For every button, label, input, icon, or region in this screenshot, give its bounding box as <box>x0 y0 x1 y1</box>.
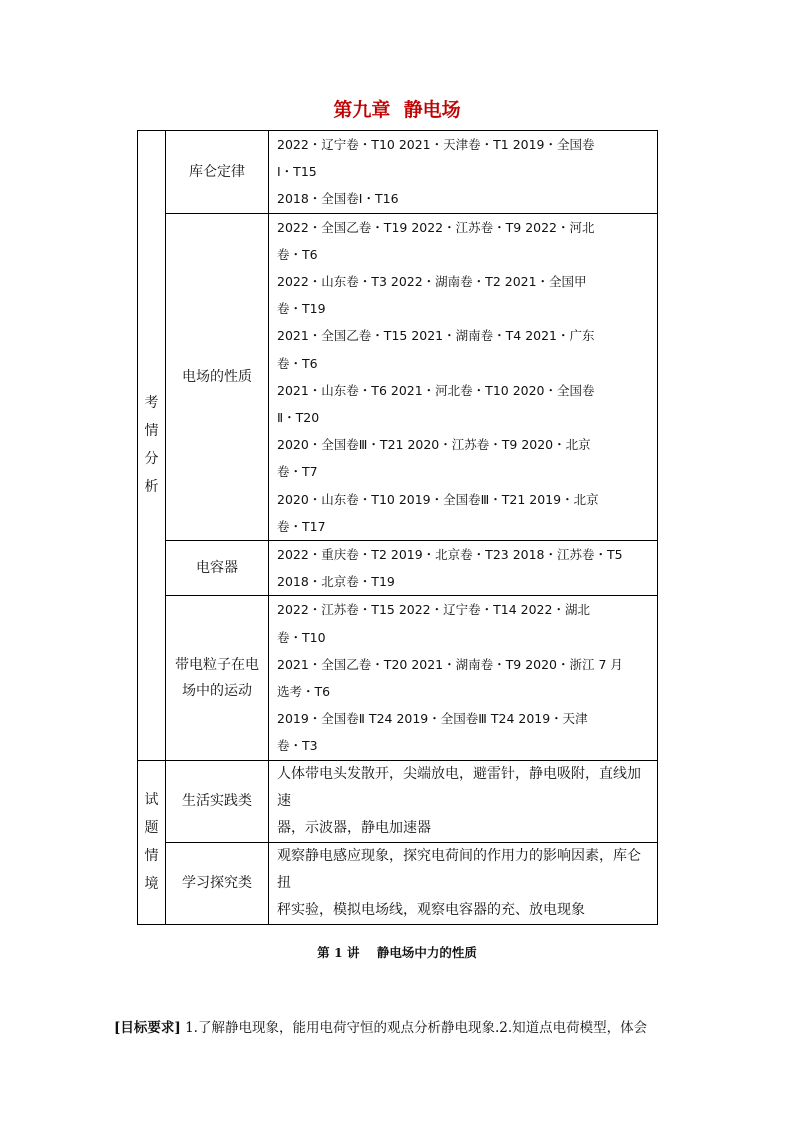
table-row <box>138 131 658 214</box>
topic-coulomb-law: 库仑定律 <box>166 131 269 214</box>
topic-refs: 2022・重庆卷・T2 2019・北京卷・T23 2018・江苏卷・T5 2018・北京卷・T19 <box>269 541 658 596</box>
topic-refs: 2022・全国乙卷・T19 2022・江苏卷・T9 2022・河北 卷・T6 2022・山东卷・T3 2022・湖南卷・T2 2021・全国甲 卷・T19 2021・全国乙卷・T15 2021・湖南卷・T4 2021・广东 卷・T6 2021・山东卷・T6 2021・河北卷・T10 2020・全国卷 Ⅱ・T20 2020・全国卷Ⅲ・T21 2020・江苏卷・T9 2020・北京 卷・T7 2020・山东卷・T10 2019・全国卷Ⅲ・T21 2019・北京 卷・T17 <box>269 213 658 540</box>
topic-field-properties: 电场的性质 <box>166 213 269 540</box>
topic-charged-particle-motion: 带电粒子在电 场中的运动 <box>166 596 269 760</box>
goal-label: [目标要求] <box>114 1020 181 1036</box>
table-row <box>138 541 658 596</box>
topic-description: 观察静电感应现象，探究电荷间的作用力的影响因素，库仑扭 秤实验，模拟电场线，观察电容器的充、放电现象 <box>269 842 658 924</box>
table-row <box>138 842 658 924</box>
section-label-exam-analysis: 考 情 分 析 <box>138 131 166 761</box>
goal-text: 1.了解静电现象，能用电荷守恒的观点分析静电现象.2.知道点电荷模型，体会 <box>180 1020 648 1036</box>
section-label-question-context: 试 题 情 境 <box>138 760 166 924</box>
topic-capacitor: 电容器 <box>166 541 269 596</box>
lecture-title: 第 1 讲 静电场中力的性质 <box>317 945 477 960</box>
topic-description: 人体带电头发散开，尖端放电，避雷针，静电吸附，直线加速 器，示波器，静电加速器 <box>269 760 658 842</box>
topic-refs: 2022・江苏卷・T15 2022・辽宁卷・T14 2022・湖北 卷・T10 2021・全国乙卷・T20 2021・湖南卷・T9 2020・浙江 7 月 选考・T6 2019・全国卷Ⅱ T24 2019・全国卷Ⅲ T24 2019・天津 卷・T3 <box>269 596 658 760</box>
chapter-title: 第九章 静电场 <box>333 99 461 121</box>
table-row <box>138 213 658 540</box>
exam-analysis-table <box>137 130 658 925</box>
table-row <box>138 760 658 842</box>
topic-learning-inquiry: 学习探究类 <box>166 842 269 924</box>
goal-line <box>114 1016 647 1036</box>
table-row <box>138 596 658 760</box>
topic-refs: 2022・辽宁卷・T10 2021・天津卷・T1 2019・全国卷 Ⅰ・T15 2018・全国卷Ⅰ・T16 <box>269 131 658 214</box>
topic-life-practice: 生活实践类 <box>166 760 269 842</box>
